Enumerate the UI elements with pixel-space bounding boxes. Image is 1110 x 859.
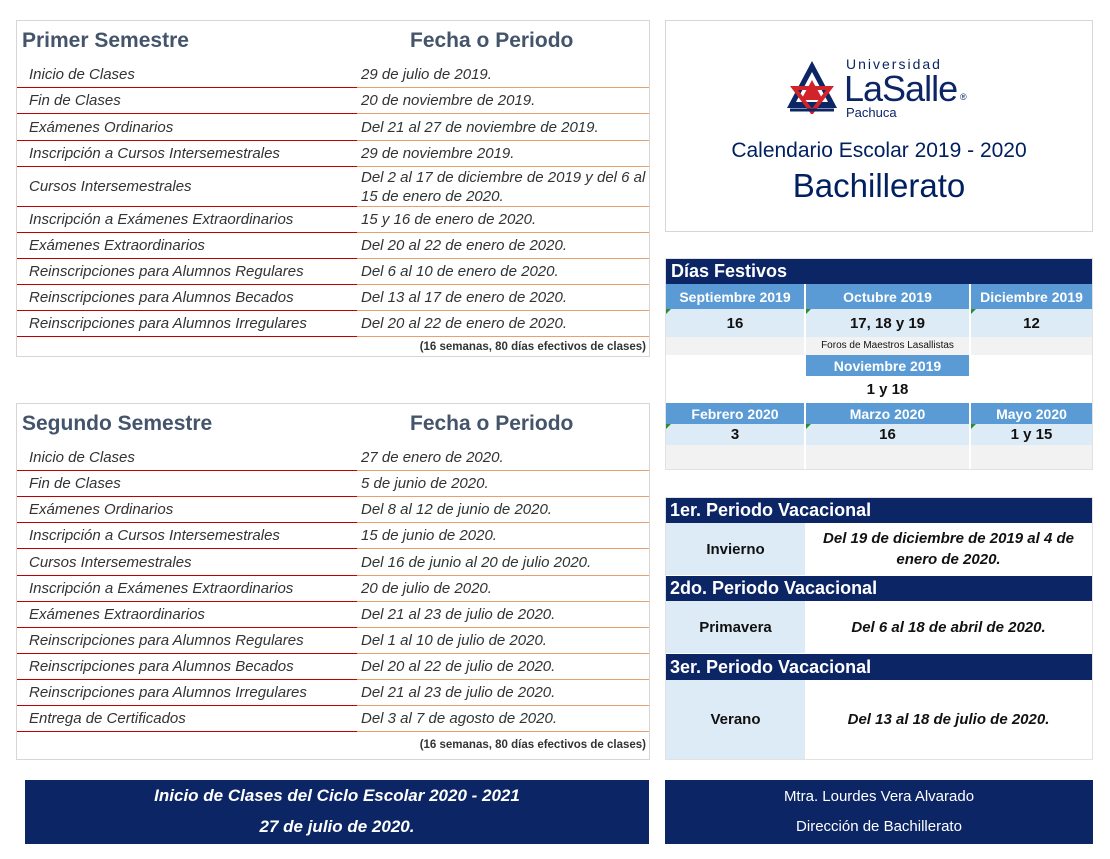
row-label: Cursos Intersemestrales xyxy=(17,549,357,576)
table-row xyxy=(17,549,649,576)
holiday-october-note: Foros de Maestros Lasallistas xyxy=(806,337,969,355)
row-value: 5 de junio de 2020. xyxy=(357,471,649,497)
row-value: 29 de julio de 2019. xyxy=(357,61,649,88)
row-label: Reinscripciones para Alumnos Becados xyxy=(17,654,357,680)
first-semester-note: (16 semanas, 80 días efectivos de clases) xyxy=(419,341,646,353)
holiday-days-march: 16 xyxy=(806,424,969,445)
row-label: Reinscripciones para Alumnos Becados xyxy=(17,285,357,311)
row-value: Del 20 al 22 de enero de 2020. xyxy=(357,233,649,259)
first-semester-column-header: Fecha o Periodo xyxy=(410,29,574,52)
holiday-days-december: 12 xyxy=(971,309,1092,337)
row-value: Del 21 al 23 de julio de 2020. xyxy=(357,680,649,706)
comment-marker xyxy=(806,424,811,429)
table-row xyxy=(17,285,649,311)
table-row xyxy=(17,471,649,497)
holiday-days-may: 1 y 15 xyxy=(971,424,1092,445)
row-label: Reinscripciones para Alumnos Irregulares xyxy=(17,680,357,706)
row-label: Entrega de Certificados xyxy=(17,706,357,732)
calendar-subtitle: Bachillerato xyxy=(792,167,966,204)
row-value: Del 20 al 22 de julio de 2020. xyxy=(357,654,649,680)
row-label: Exámenes Extraordinarios xyxy=(17,602,357,628)
comment-marker xyxy=(666,424,671,429)
row-label: Fin de Clases xyxy=(17,88,357,114)
table-row xyxy=(17,680,649,706)
table-row xyxy=(17,654,649,680)
vacation-period-1-season: Invierno xyxy=(666,523,805,575)
row-value: Del 16 de junio al 20 de julio 2020. xyxy=(357,549,649,576)
table-row xyxy=(17,114,649,141)
holiday-month-september: Septiembre 2019 xyxy=(666,284,804,309)
table-row xyxy=(17,88,649,114)
row-label: Fin de Clases xyxy=(17,471,357,497)
vacation-period-1-title: 1er. Periodo Vacacional xyxy=(666,498,1092,523)
row-value: 20 de noviembre de 2019. xyxy=(357,88,649,114)
holiday-month-february: Febrero 2020 xyxy=(666,403,804,424)
row-value: 29 de noviembre 2019. xyxy=(357,141,649,167)
comment-marker xyxy=(666,309,671,314)
row-value: 20 de julio de 2020. xyxy=(357,576,649,602)
vacation-period-3-season: Verano xyxy=(666,680,805,759)
table-row xyxy=(17,497,649,523)
vacation-section xyxy=(665,497,1093,760)
holiday-days-september: 16 xyxy=(666,309,804,337)
signature-banner xyxy=(665,780,1093,844)
holiday-month-november: Noviembre 2019 xyxy=(806,355,969,376)
empty-cell xyxy=(971,337,1092,355)
logo-universidad-text: Universidad xyxy=(846,56,942,72)
table-row xyxy=(17,628,649,654)
table-row xyxy=(17,61,649,88)
row-label: Inscripción a Exámenes Extraordinarios xyxy=(17,576,357,602)
holiday-month-may: Mayo 2020 xyxy=(971,403,1092,424)
holidays-title: Días Festivos xyxy=(666,259,1092,284)
row-value: 27 de enero de 2020. xyxy=(357,444,649,471)
row-value: Del 13 al 17 de enero de 2020. xyxy=(357,285,649,311)
next-cycle-banner xyxy=(25,780,649,844)
comment-marker xyxy=(971,424,976,429)
logo-registered-mark: ® xyxy=(960,92,967,102)
row-label: Reinscripciones para Alumnos Regulares xyxy=(17,628,357,654)
table-row xyxy=(17,259,649,285)
empty-cell xyxy=(666,445,804,469)
row-value: Del 20 al 22 de enero de 2020. xyxy=(357,311,649,337)
table-row xyxy=(17,311,649,337)
holiday-days-october: 17, 18 y 19 xyxy=(806,309,969,337)
table-row xyxy=(17,141,649,167)
vacation-period-1-dates: Del 19 de diciembre de 2019 al 4 de enero de 2020. xyxy=(805,523,1092,575)
holiday-month-october: Octubre 2019 xyxy=(806,284,969,309)
comment-marker xyxy=(971,309,976,314)
second-semester-table xyxy=(16,403,650,760)
row-label: Inicio de Clases xyxy=(17,444,357,471)
row-label: Inscripción a Exámenes Extraordinarios xyxy=(17,207,357,233)
logo-lasalle-text: LaSalle xyxy=(844,68,958,109)
row-value: Del 3 al 7 de agosto de 2020. xyxy=(357,706,649,732)
holidays-section xyxy=(665,258,1093,470)
row-label: Exámenes Ordinarios xyxy=(17,114,357,141)
signature-name: Mtra. Lourdes Vera Alvarado xyxy=(783,788,975,805)
row-label: Exámenes Ordinarios xyxy=(17,497,357,523)
row-value: Del 21 al 23 de julio de 2020. xyxy=(357,602,649,628)
header-panel xyxy=(665,20,1093,232)
lasalle-star-icon xyxy=(784,58,840,114)
row-value: Del 21 al 27 de noviembre de 2019. xyxy=(357,114,649,141)
row-value: 15 de junio de 2020. xyxy=(357,523,649,549)
row-label: Cursos Intersemestrales xyxy=(17,167,357,207)
vacation-period-3-title: 3er. Periodo Vacacional xyxy=(666,654,1092,680)
empty-cell xyxy=(806,445,969,469)
row-value: Del 1 al 10 de julio de 2020. xyxy=(357,628,649,654)
table-row xyxy=(17,207,649,233)
row-value: Del 2 al 17 de diciembre de 2019 y del 6 al 15 de enero de 2020. xyxy=(357,167,649,207)
first-semester-title: Primer Semestre xyxy=(22,29,189,52)
table-row xyxy=(17,706,649,732)
comment-marker xyxy=(806,309,811,314)
row-label: Reinscripciones para Alumnos Regulares xyxy=(17,259,357,285)
second-semester-title: Segundo Semestre xyxy=(22,412,213,435)
calendar-title: Calendario Escolar 2019 - 2020 xyxy=(731,139,1027,162)
second-semester-note: (16 semanas, 80 días efectivos de clases) xyxy=(419,739,646,751)
vacation-period-2-title: 2do. Periodo Vacacional xyxy=(666,576,1092,601)
holiday-days-november: 1 y 18 xyxy=(806,376,969,403)
vacation-period-2-dates: Del 6 al 18 de abril de 2020. xyxy=(805,601,1092,653)
row-value: Del 6 al 10 de enero de 2020. xyxy=(357,259,649,285)
row-value: 15 y 16 de enero de 2020. xyxy=(357,207,649,233)
first-semester-header xyxy=(17,21,649,61)
first-semester-table xyxy=(16,20,650,357)
row-label: Inscripción a Cursos Intersemestrales xyxy=(17,141,357,167)
next-cycle-line-1: Inicio de Clases del Ciclo Escolar 2020 - 2021 xyxy=(154,786,520,805)
second-semester-header xyxy=(17,404,649,444)
row-label: Exámenes Extraordinarios xyxy=(17,233,357,259)
holiday-month-december: Diciembre 2019 xyxy=(971,284,1092,309)
second-semester-column-header: Fecha o Periodo xyxy=(410,412,574,435)
table-row xyxy=(17,167,649,207)
table-row xyxy=(17,233,649,259)
empty-cell xyxy=(666,337,804,355)
empty-cell xyxy=(971,445,1092,469)
vacation-period-2-season: Primavera xyxy=(666,601,805,653)
table-row xyxy=(17,576,649,602)
holiday-days-february: 3 xyxy=(666,424,804,445)
row-label: Reinscripciones para Alumnos Irregulares xyxy=(17,311,357,337)
table-row xyxy=(17,444,649,471)
table-row xyxy=(17,602,649,628)
next-cycle-line-2: 27 de julio de 2020. xyxy=(259,817,415,836)
row-value: Del 8 al 12 de junio de 2020. xyxy=(357,497,649,523)
logo-pachuca-text: Pachuca xyxy=(846,105,897,120)
signature-department: Dirección de Bachillerato xyxy=(796,818,962,835)
row-label: Inicio de Clases xyxy=(17,61,357,88)
university-logo xyxy=(784,56,984,121)
row-label: Inscripción a Cursos Intersemestrales xyxy=(17,523,357,549)
holiday-month-march: Marzo 2020 xyxy=(806,403,969,424)
vacation-period-3-dates: Del 13 al 18 de julio de 2020. xyxy=(805,680,1092,759)
table-row xyxy=(17,523,649,549)
